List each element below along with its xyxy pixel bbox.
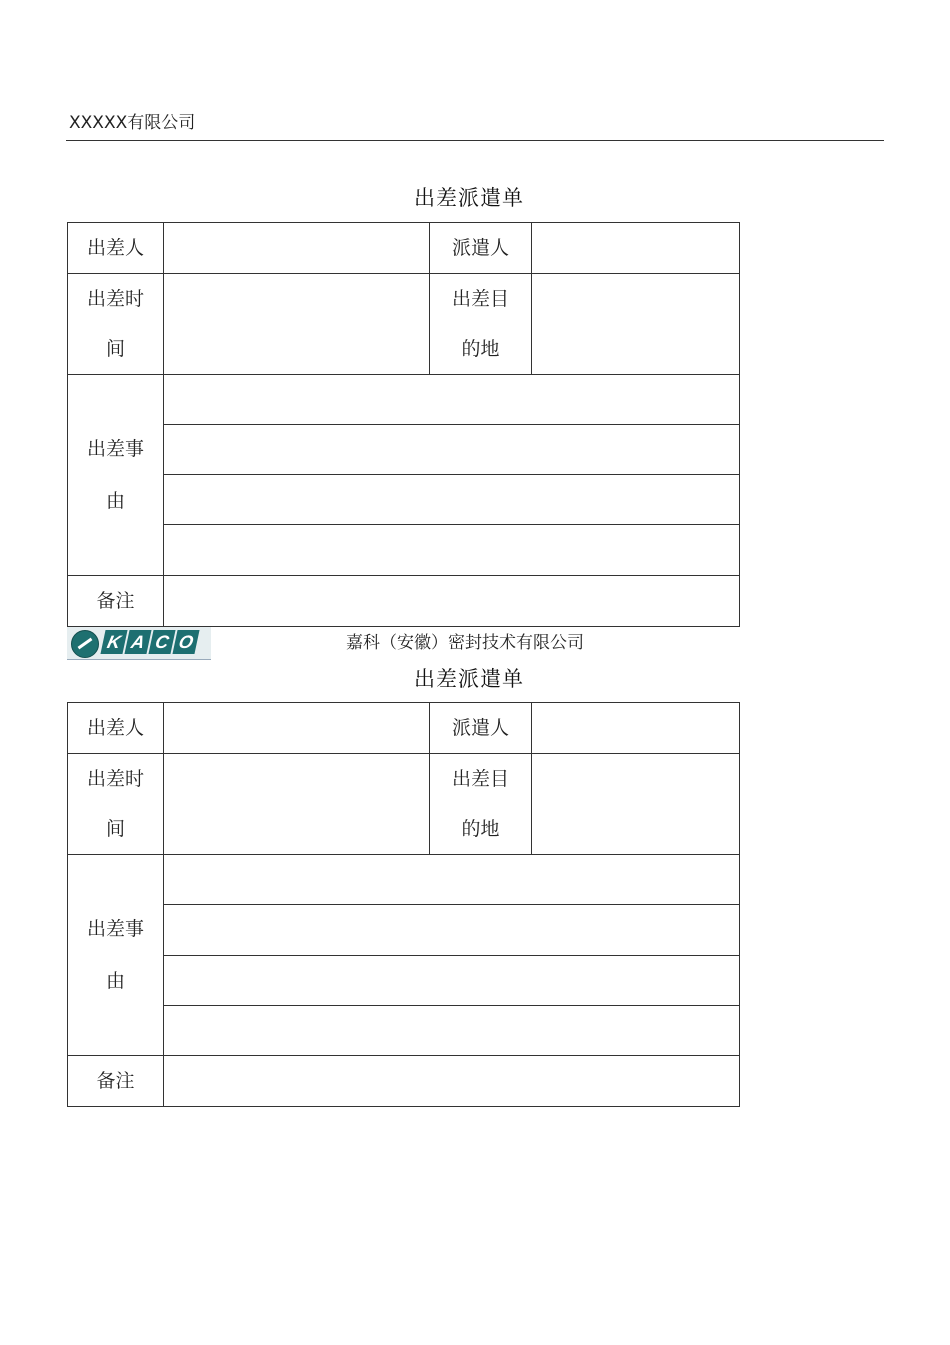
reason-line[interactable] bbox=[164, 1006, 740, 1056]
reason-line[interactable] bbox=[164, 956, 740, 1006]
dispatch-form-table bbox=[67, 702, 740, 1107]
reason-line[interactable] bbox=[164, 905, 740, 956]
dispatch-form-table bbox=[67, 222, 740, 627]
dispatcher-label: 派遣人 bbox=[430, 703, 532, 754]
dispatcher-field[interactable] bbox=[532, 223, 740, 274]
destination-field[interactable] bbox=[532, 274, 740, 375]
reason-line[interactable] bbox=[164, 525, 740, 576]
travel-time-label: 出差时 间 bbox=[68, 274, 164, 375]
destination-label: 出差目 的地 bbox=[430, 274, 532, 375]
dispatcher-field[interactable] bbox=[532, 703, 740, 754]
destination-field[interactable] bbox=[532, 754, 740, 855]
dispatcher-label: 派遣人 bbox=[430, 223, 532, 274]
travel-time-field[interactable] bbox=[164, 754, 430, 855]
remarks-field[interactable] bbox=[164, 1056, 740, 1107]
remarks-label: 备注 bbox=[68, 1056, 164, 1107]
traveler-field[interactable] bbox=[164, 223, 430, 274]
logo-letter: O bbox=[172, 630, 199, 654]
reason-line[interactable] bbox=[164, 475, 740, 525]
travel-time-field[interactable] bbox=[164, 274, 430, 375]
company-header: XXXXX有限公司 bbox=[69, 113, 196, 133]
traveler-label: 出差人 bbox=[68, 703, 164, 754]
form-title: 出差派遣单 bbox=[414, 667, 524, 691]
second-company-name: 嘉科（安徽）密封技术有限公司 bbox=[346, 633, 584, 653]
remarks-label: 备注 bbox=[68, 576, 164, 627]
logo-letter: A bbox=[124, 630, 151, 654]
destination-label: 出差目 的地 bbox=[430, 754, 532, 855]
reason-line[interactable] bbox=[164, 375, 740, 425]
reason-label: 出差事 由 bbox=[68, 855, 164, 1056]
reason-line[interactable] bbox=[164, 425, 740, 475]
travel-time-label: 出差时 间 bbox=[68, 754, 164, 855]
reason-line[interactable] bbox=[164, 855, 740, 905]
form-title: 出差派遣单 bbox=[414, 186, 524, 210]
logo-letter: K bbox=[100, 630, 127, 654]
header-divider bbox=[66, 140, 884, 141]
traveler-field[interactable] bbox=[164, 703, 430, 754]
traveler-label: 出差人 bbox=[68, 223, 164, 274]
remarks-field[interactable] bbox=[164, 576, 740, 627]
logo-letter: C bbox=[148, 630, 175, 654]
reason-label: 出差事 由 bbox=[68, 375, 164, 576]
